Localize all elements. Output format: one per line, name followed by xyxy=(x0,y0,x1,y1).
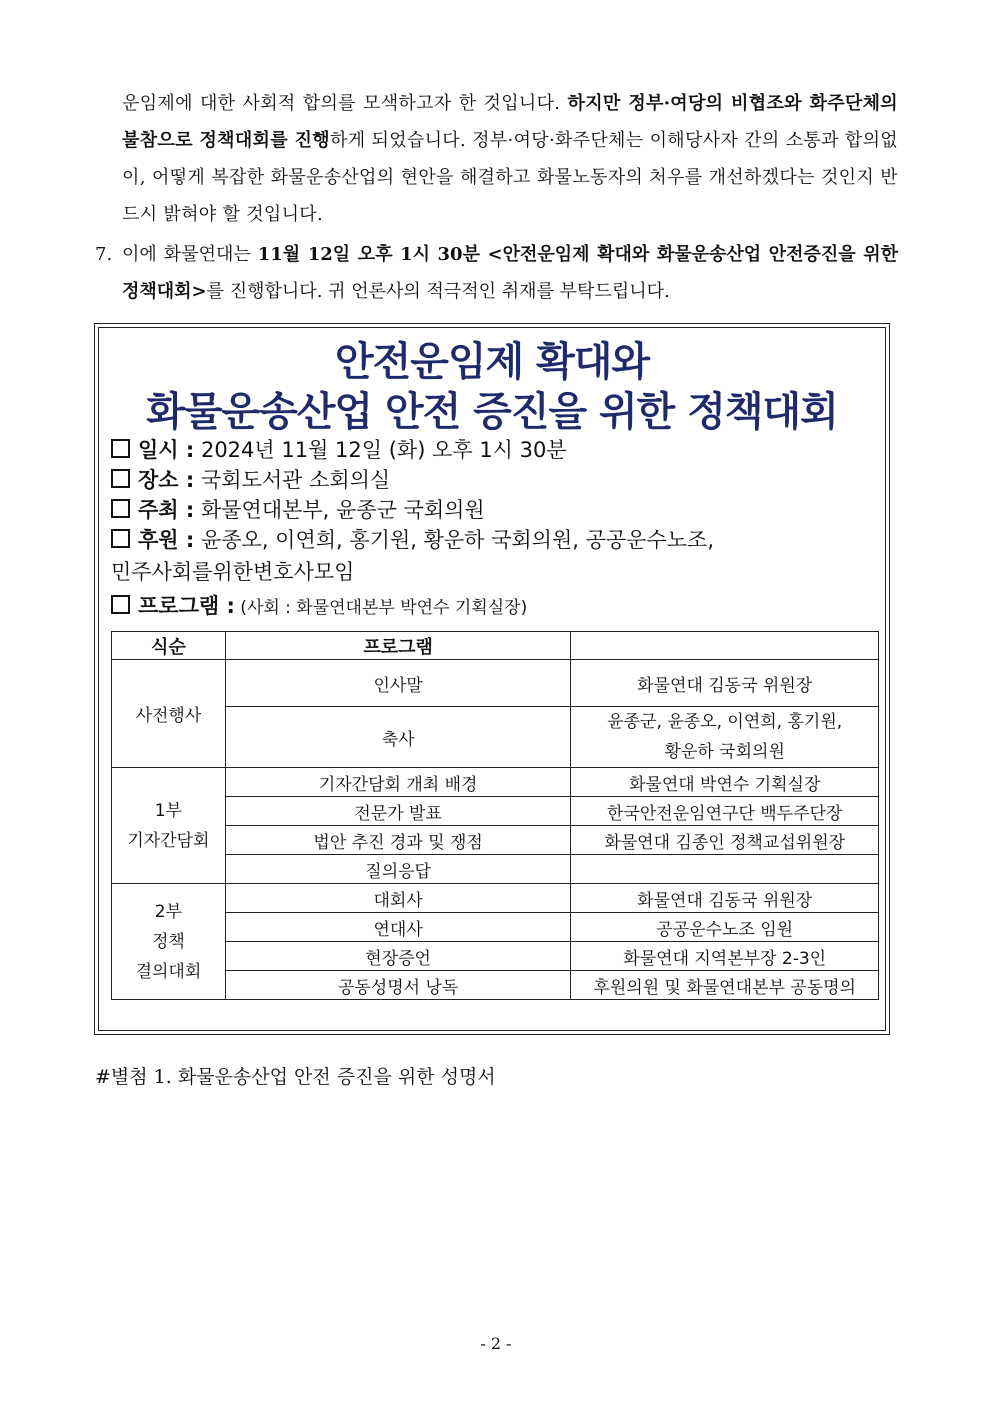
section-cell xyxy=(112,768,226,884)
speaker-cell: 화물연대 박연수 기획실장 xyxy=(571,768,879,797)
table-header-row xyxy=(112,632,879,660)
event-title-line2: 화물운송산업 안전 증진을 위한 정책대회 xyxy=(146,389,838,435)
section-label: 결의대회 xyxy=(135,961,202,982)
table-row xyxy=(112,707,879,768)
speaker-cell: 화물연대 김종인 정책교섭위원장 xyxy=(571,826,879,855)
speaker-cell: 화물연대 김동국 위원장 xyxy=(571,884,879,913)
sponsor-label: 후원 : xyxy=(138,528,195,552)
table-header: 프로그램 xyxy=(225,632,571,660)
date-row xyxy=(111,434,567,464)
program-row xyxy=(111,590,527,620)
section-label: 1부 xyxy=(154,800,183,821)
program-table xyxy=(111,631,879,1000)
section-label: 정책 xyxy=(152,931,185,952)
place-value: 국회도서관 소회의실 xyxy=(194,468,391,492)
table-header xyxy=(571,632,879,660)
section-cell: 사전행사 xyxy=(112,660,226,768)
program-cell: 공동성명서 낭독 xyxy=(225,971,571,1000)
sponsor-value: 윤종오, 이연희, 홍기원, 황운하 국회의원, 공공운수노조, xyxy=(194,528,714,552)
speaker-cell: 공공운수노조 임원 xyxy=(571,913,879,942)
section-label: 기자간담회 xyxy=(127,830,210,851)
sponsor-row-2: 민주사회를위한변호사모임 xyxy=(111,560,355,584)
page-number: - 2 - xyxy=(480,1334,512,1353)
table-row xyxy=(112,660,879,707)
table-row xyxy=(112,884,879,913)
item-number: 7. xyxy=(95,244,113,265)
speaker-cell xyxy=(571,707,879,768)
place-label: 장소 : xyxy=(138,468,195,492)
program-cell: 축사 xyxy=(225,707,571,768)
intro-bold-text: 하지만 정부·여당의 비협조와 화주단체의 불참으로 정책대회를 진행 xyxy=(122,93,898,151)
program-cell: 대회사 xyxy=(225,884,571,913)
program-cell: 전문가 발표 xyxy=(225,797,571,826)
speaker-line: 윤종군, 윤종오, 이연희, 홍기원, xyxy=(607,712,843,732)
program-cell: 법안 추진 경과 및 쟁점 xyxy=(225,826,571,855)
program-cell: 질의응답 xyxy=(225,855,571,884)
checkbox-icon xyxy=(111,529,130,548)
speaker-cell: 한국안전운임연구단 백두주단장 xyxy=(571,797,879,826)
section-label: 2부 xyxy=(154,901,183,922)
section-cell xyxy=(112,884,226,1000)
table-row xyxy=(112,797,879,826)
intro-text-rest: 하게 되었습니다. 정부·여당·화주단체는 이해당사자 간의 소통과 합의없이, 어떻게 복잡한 화물운송산업의 현안을 해결하고 화물노동자의 처우를 개선하겠다는 것인지 반드시 밝혀야 할 것입니다. xyxy=(122,130,898,225)
checkbox-icon xyxy=(111,499,130,518)
intro-paragraph xyxy=(122,85,898,233)
host-row xyxy=(111,494,485,524)
table-row xyxy=(112,913,879,942)
table-header: 식순 xyxy=(112,632,226,660)
item-7-text-b: 를 진행합니다. 귀 언론사의 적극적인 취재를 부탁드립니다. xyxy=(206,281,670,302)
table-row xyxy=(112,971,879,1000)
table-row xyxy=(112,768,879,797)
item-7-bold: 11월 12일 오후 1시 30분 <안전운임제 확대와 화물운송산업 안전증진을 위한 정책대회> xyxy=(122,244,898,302)
host-label: 주최 : xyxy=(138,498,195,522)
intro-text: 운임제에 대한 사회적 합의를 모색하고자 한 것입니다. xyxy=(122,93,568,114)
speaker-cell: 화물연대 지역본부장 2-3인 xyxy=(571,942,879,971)
item-7-text-a: 이에 화물연대는 xyxy=(122,244,258,265)
program-label: 프로그램 : xyxy=(138,594,235,618)
speaker-cell: 화물연대 김동국 위원장 xyxy=(571,660,879,707)
date-value: 2024년 11월 12일 (화) 오후 1시 30분 xyxy=(194,438,567,462)
table-row xyxy=(112,942,879,971)
speaker-line: 황운하 국회의원 xyxy=(664,742,785,762)
checkbox-icon xyxy=(111,439,130,458)
program-cell: 인사말 xyxy=(225,660,571,707)
program-cell: 기자간담회 개최 배경 xyxy=(225,768,571,797)
sponsor-row xyxy=(111,524,714,554)
checkbox-icon xyxy=(111,469,130,488)
speaker-cell xyxy=(571,855,879,884)
item-7-text xyxy=(122,236,898,310)
attachment-note: #별첨 1. 화물운송산업 안전 증진을 위한 성명서 xyxy=(95,1066,496,1088)
checkbox-icon xyxy=(111,595,130,614)
table-row xyxy=(112,826,879,855)
program-value: (사회 : 화물연대본부 박연수 기획실장) xyxy=(234,598,528,618)
event-box-inner xyxy=(98,327,886,1031)
program-cell: 현장증언 xyxy=(225,942,571,971)
event-box xyxy=(94,323,890,1035)
speaker-cell: 후원의원 및 화물연대본부 공동명의 xyxy=(571,971,879,1000)
host-value: 화물연대본부, 윤종군 국회의원 xyxy=(194,498,485,522)
date-label: 일시 : xyxy=(138,438,195,462)
item-7 xyxy=(95,236,898,310)
program-cell: 연대사 xyxy=(225,913,571,942)
table-row xyxy=(112,855,879,884)
event-title-line1: 안전운임제 확대와 xyxy=(334,339,650,385)
place-row xyxy=(111,464,390,494)
